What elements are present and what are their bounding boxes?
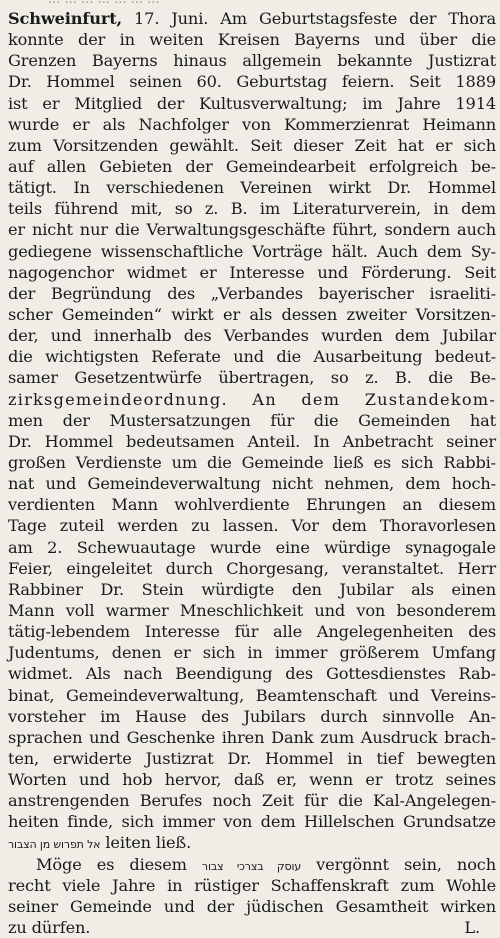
text-line: [8, 50, 496, 71]
line-text: binat, Gemeindeverwaltung, Beamtenschaft und Vereins-: [8, 685, 496, 705]
text-line: [8, 473, 496, 494]
line-text: gediegene wissenschaftliche Vorträge hält. Auch dem Sy-: [8, 241, 496, 261]
line-text: ist er Mitglied der Kultusverwaltung; im Jahre 1914: [8, 93, 496, 113]
line-text: leiten ließ.: [100, 833, 192, 853]
text-line: [8, 748, 496, 769]
text-line: [8, 283, 496, 304]
text-line: [8, 367, 496, 388]
line-text: Judentums, denen er sich in immer größerem Umfang: [8, 643, 496, 663]
article-paragraph-main: [8, 8, 496, 854]
text-line: [8, 537, 496, 558]
text-line: [8, 93, 496, 114]
line-text: zu dürfen.: [8, 918, 91, 938]
line-text: nat und Gemeindeverwaltung nicht nehmen, dem hoch-: [8, 474, 496, 494]
text-line: [8, 389, 496, 410]
text-line: [8, 8, 496, 29]
line-text: großen Verdienste um die Gemeinde ließ es sich Rabbi-: [8, 452, 496, 472]
line-text: auf allen Gebieten der Gemeindearbeit erfolgreich be-: [8, 156, 496, 176]
line-text: Feier, eingeleitet durch Chorgesang, veranstaltet. Herr: [8, 558, 496, 578]
line-text: vergönnt sein, noch: [301, 854, 496, 874]
line-text: Dr. Hommel bedeutsamen Anteil. In Anbetracht seiner: [8, 431, 496, 451]
line-text: nagogenchor widmet er Interesse und Förderung. Seit: [8, 262, 496, 282]
hebrew-phrase: עוסק בצרכי צבור: [201, 859, 302, 873]
text-line: [8, 135, 496, 156]
line-text: konnte der in weiten Kreisen Bayerns und über die: [8, 30, 496, 50]
text-line: [8, 706, 496, 727]
text-line: [8, 811, 496, 832]
line-text: heiten finde, sich immer von dem Hillelschen Grundsatze: [8, 812, 496, 832]
line-text: Möge es diesem: [36, 854, 202, 874]
line-text: tätigt. In verschiedenen Vereinen wirkt Dr. Hommel: [8, 178, 496, 198]
text-line: [8, 769, 496, 790]
text-line: [8, 515, 496, 536]
line-text: anstrengenden Berufes noch Zeit für die Kal-Angelegen-: [8, 791, 496, 811]
text-line: [8, 241, 496, 262]
text-line: [8, 304, 496, 325]
line-text: Tage zuteil werden zu lassen. Vor dem Thoravorlesen: [8, 516, 496, 536]
line-text: recht viele Jahre in rüstiger Schaffenskraft zum Wohle: [8, 875, 496, 895]
text-line: [8, 685, 496, 706]
line-text: er nicht nur die Verwaltungsgeschäfte führt, sondern auch: [8, 220, 496, 240]
line-text: zum Vorsitzenden gewählt. Seit dieser Zeit hat er sich: [8, 135, 496, 155]
text-line: [8, 71, 496, 92]
line-text: tätig-lebendem Interesse für alle Angelegenheiten des: [8, 622, 496, 642]
text-line: [8, 727, 496, 748]
text-line: [8, 642, 496, 663]
text-line: [8, 558, 496, 579]
text-line: [8, 579, 496, 600]
text-line: [8, 346, 496, 367]
text-line: [8, 600, 496, 621]
line-text: die wichtigsten Referate und die Ausarbeitung bedeut-: [8, 347, 496, 367]
text-line: [8, 790, 496, 811]
line-text: am 2. Schewuautage wurde eine würdige synagogale: [8, 537, 496, 557]
line-text: seiner Gemeinde und der jüdischen Gesamtheit wirken: [8, 896, 496, 916]
text-line: [8, 156, 496, 177]
line-text: Mann voll warmer Mneschlichkeit und von besonderem: [8, 600, 496, 620]
line-text: scher Gemeinden“ wirkt er als dessen zweiter Vorsitzen-: [8, 304, 496, 324]
text-line: [8, 177, 496, 198]
line-text: sprachen und Geschenke ihren Dank zum Ausdruck brach-: [8, 727, 496, 747]
text-line: [8, 452, 496, 473]
line-text: der, und innerhalb des Verbandes wurden dem Jubilar: [8, 326, 496, 346]
line-text: 17. Juni. Am Geburtstagsfeste der Thora: [122, 9, 496, 28]
line-text: Rabbiner Dr. Stein würdigte den Jubilar als einen: [8, 579, 496, 599]
line-text: teils führend mit, so z. B. im Literaturverein, in dem: [8, 199, 496, 219]
text-line: [8, 29, 496, 50]
text-line: [8, 896, 496, 917]
dateline-place: Schweinfurt,: [8, 9, 123, 28]
line-text: samer Gesetzentwürfe übertragen, so z. B. die Be-: [8, 368, 496, 388]
line-text: Grenzen Bayerns hinaus allgemein bekannte Justizrat: [8, 51, 496, 71]
text-line: [8, 114, 496, 135]
line-text: vorsteher im Hause des Jubilars durch sinnvolle An-: [8, 706, 496, 726]
text-line: [8, 431, 496, 452]
line-text: Dr. Hommel seinen 60. Geburtstag feiern. Seit 1889: [8, 72, 496, 92]
text-line: [8, 663, 496, 684]
author-signature: L.: [464, 918, 480, 938]
article-body: [8, 8, 496, 938]
text-line: [8, 410, 496, 431]
hebrew-phrase: אל תפרוש מן הצבור: [8, 838, 101, 852]
text-line: [8, 917, 496, 938]
line-text: verdienten Mann wohlverdiente Ehrungen an diesem: [8, 495, 496, 515]
text-line: [8, 832, 496, 853]
line-text: wurde er als Nachfolger von Kommerzienrat Heimann: [8, 114, 496, 134]
text-line: [8, 219, 496, 240]
text-line: [8, 621, 496, 642]
line-text: widmet. Als nach Beendigung des Gottesdienstes Rab-: [8, 664, 496, 684]
text-line: [8, 198, 496, 219]
text-line: [8, 494, 496, 515]
text-line: [8, 325, 496, 346]
text-line: [8, 875, 496, 896]
article-paragraph-closing: [8, 854, 496, 938]
line-text: zirksgemeindeordnung. An dem Zustandekom-: [8, 389, 496, 409]
line-text: men der Mustersatzungen für die Gemeinden hat: [8, 410, 496, 430]
line-text: ten, erwiderte Justizrat Dr. Hommel in tief bewegten: [8, 748, 496, 768]
text-line: [8, 262, 496, 283]
line-text: Worten und hob hervor, daß er, wenn er trotz seines: [8, 770, 496, 790]
text-line: [8, 854, 496, 875]
line-text: der Begründung des „Verbandes bayerischer israeliti-: [8, 283, 496, 303]
